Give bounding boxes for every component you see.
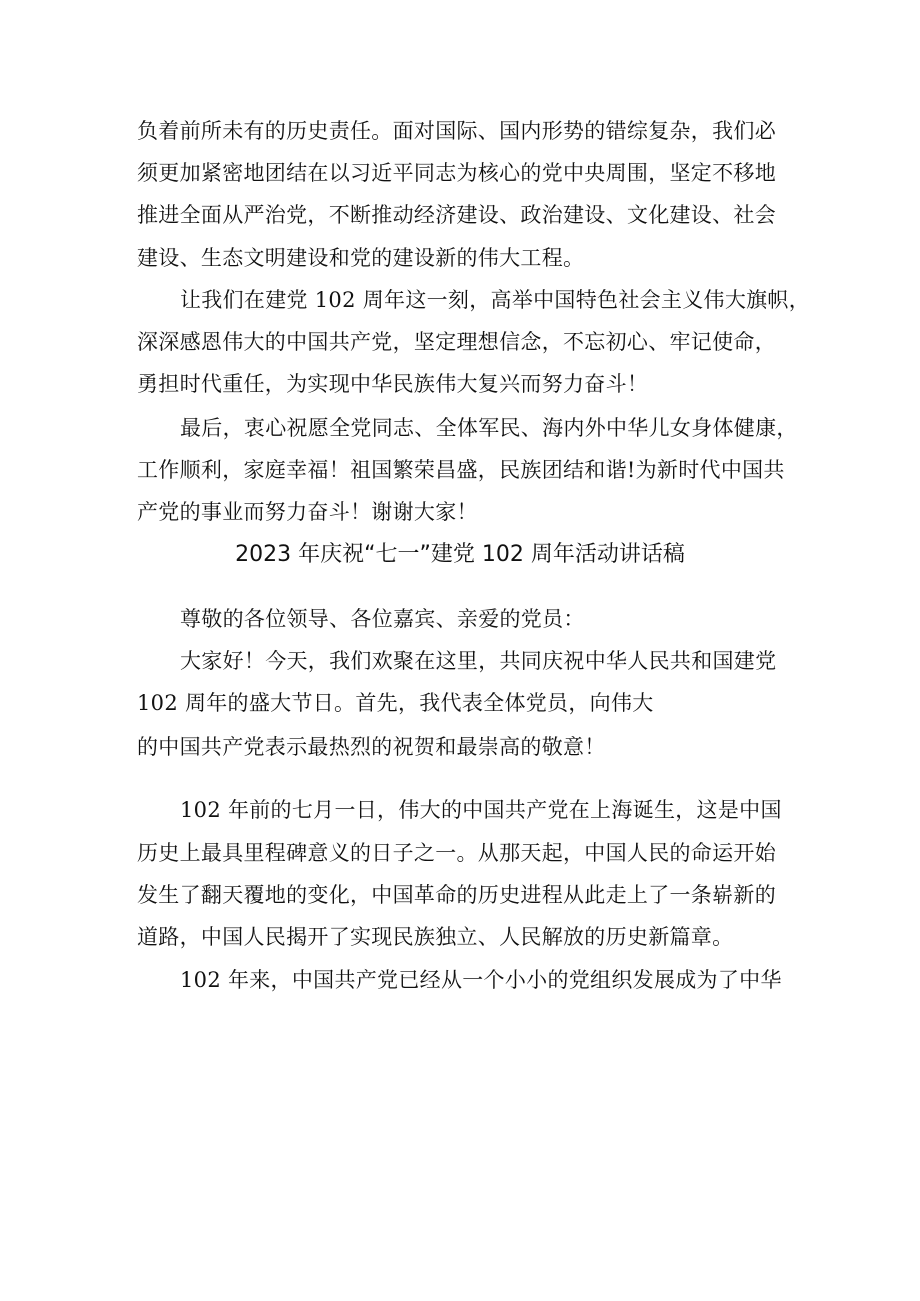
- paragraph-line: 大家好！今天，我们欢聚在这里，共同庆祝中华人民共和国建党: [180, 649, 777, 673]
- salutation-line: 尊敬的各位领导、各位嘉宾、亲爱的党员：: [180, 607, 585, 631]
- paragraph-line: 负着前所未有的历史责任。面对国际、国内形势的错综复杂，我们必: [137, 119, 776, 143]
- paragraph-line: 102 周年的盛大节日。首先，我代表全体党员，向伟大: [137, 691, 654, 715]
- paragraph-line: 102 年前的七月一日，伟大的中国共产党在上海诞生，这是中国: [180, 798, 782, 822]
- paragraph-line: 道路，中国人民揭开了实现民族独立、人民解放的历史新篇章。: [137, 925, 734, 949]
- document-title: 2023 年庆祝“七一”建党 102 周年活动讲话稿: [235, 542, 685, 567]
- paragraph-line: 最后，衷心祝愿全党同志、全体军民、海内外中华儿女身体健康，: [180, 416, 798, 440]
- paragraph-line: 建设、生态文明建设和党的建设新的伟大工程。: [137, 246, 585, 270]
- paragraph-line: 发生了翻天覆地的变化，中国革命的历史进程从此走上了一条崭新的: [137, 883, 776, 907]
- paragraph-line: 工作顺利，家庭幸福！祖国繁荣昌盛，民族团结和谐!为新时代中国共: [137, 458, 785, 482]
- paragraph-line: 深深感恩伟大的中国共产党，坚定理想信念，不忘初心、牢记使命，: [137, 330, 776, 354]
- paragraph-line: 勇担时代重任，为实现中华民族伟大复兴而努力奋斗！: [137, 372, 649, 396]
- paragraph-line: 产党的事业而努力奋斗！谢谢大家！: [137, 500, 478, 524]
- paragraph-line: 102 年来，中国共产党已经从一个小小的党组织发展成为了中华: [180, 968, 782, 992]
- paragraph-line: 历史上最具里程碑意义的日子之一。从那天起，中国人民的命运开始: [137, 841, 776, 865]
- paragraph-line: 的中国共产党表示最热烈的祝贺和最崇高的敬意！: [137, 735, 606, 759]
- paragraph-line: 须更加紧密地团结在以习近平同志为核心的党中央周围，坚定不移地: [137, 161, 776, 185]
- paragraph-line: 推进全面从严治党，不断推动经济建设、政治建设、文化建设、社会: [137, 203, 776, 227]
- paragraph-line: 让我们在建党 102 周年这一刻，高举中国特色社会主义伟大旗帜，: [180, 288, 811, 312]
